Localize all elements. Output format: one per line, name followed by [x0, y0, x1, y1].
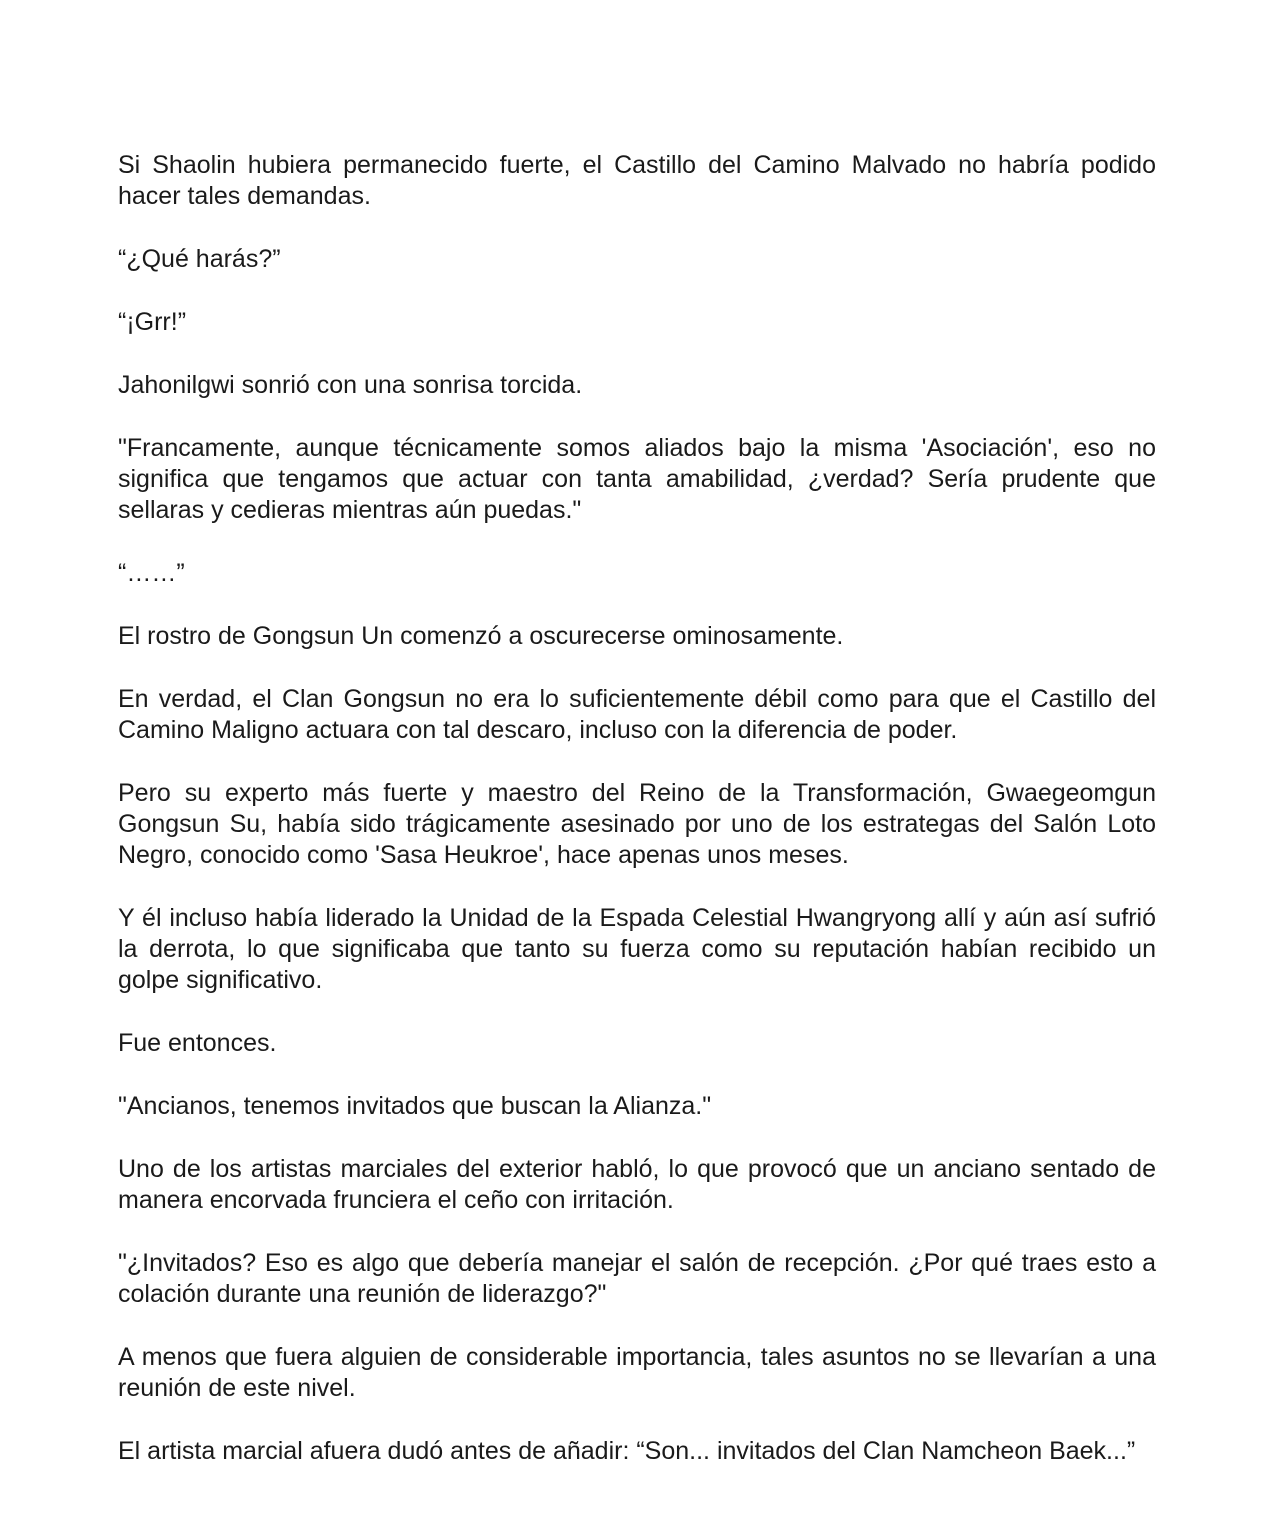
paragraph-8: En verdad, el Clan Gongsun no era lo suficientemente débil como para que el Castillo del Camino Maligno actuara con tal descaro, incluso con la diferencia de poder.: [118, 685, 1156, 744]
paragraph-3: “¡Grr!”: [118, 308, 187, 336]
paragraph-9: Pero su experto más fuerte y maestro del Reino de la Transformación, Gwaegeomgun Gongsun Su, había sido trágicamente asesinado por uno de los estrategas del Salón Loto Negro, conocido como 'Sasa Heukroe', hace apenas unos meses.: [118, 779, 1156, 869]
paragraph-16: El artista marcial afuera dudó antes de añadir: “Son... invitados del Clan Namcheon Baek...”: [118, 1437, 1136, 1465]
paragraph-12: "Ancianos, tenemos invitados que buscan la Alianza.": [118, 1092, 712, 1120]
paragraph-15: A menos que fuera alguien de considerable importancia, tales asuntos no se llevarían a una reunión de este nivel.: [118, 1343, 1156, 1402]
paragraph-4: Jahonilgwi sonrió con una sonrisa torcida.: [118, 371, 583, 399]
paragraph-10: Y él incluso había liderado la Unidad de la Espada Celestial Hwangryong allí y aún así sufrió la derrota, lo que significaba que tanto su fuerza como su reputación habían recibido un golpe significativo.: [118, 904, 1156, 994]
paragraph-5: "Francamente, aunque técnicamente somos aliados bajo la misma 'Asociación', eso no significa que tengamos que actuar con tanta amabilidad, ¿verdad? Sería prudente que sellaras y cedieras mientras aún puedas.": [118, 434, 1156, 524]
paragraph-2: “¿Qué harás?”: [118, 245, 281, 273]
paragraph-6: “……”: [118, 559, 185, 587]
paragraph-13: Uno de los artistas marciales del exterior habló, lo que provocó que un anciano sentado de manera encorvada frunciera el ceño con irritación.: [118, 1155, 1156, 1214]
paragraph-11: Fue entonces.: [118, 1029, 277, 1057]
paragraph-1: Si Shaolin hubiera permanecido fuerte, el Castillo del Camino Malvado no habría podido hacer tales demandas.: [118, 151, 1156, 210]
document-page: [118, 150, 1156, 1499]
paragraph-7: El rostro de Gongsun Un comenzó a oscurecerse ominosamente.: [118, 622, 844, 650]
paragraph-14: "¿Invitados? Eso es algo que debería manejar el salón de recepción. ¿Por qué traes esto a colación durante una reunión de liderazgo?": [118, 1249, 1156, 1308]
